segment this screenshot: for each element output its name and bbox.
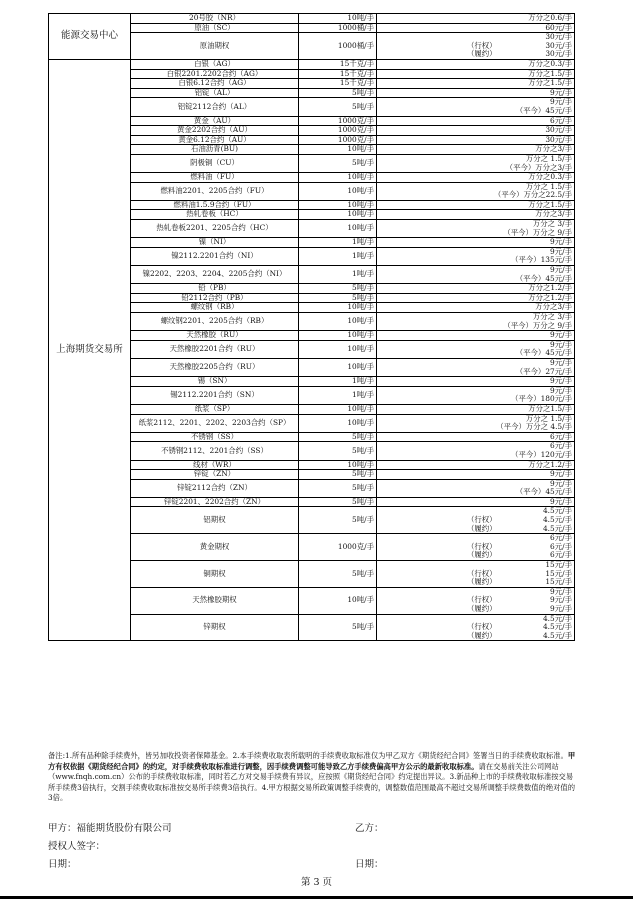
fee-line <box>379 349 572 358</box>
product-name: 天然橡胶期权 <box>131 587 299 614</box>
fee-line <box>379 60 572 69</box>
product-name: 镍（NI） <box>131 238 299 248</box>
contract-unit: 10吨/手 <box>299 210 377 220</box>
product-name: 燃料油2201、2205合约（FU） <box>131 182 299 200</box>
fee-line <box>379 405 572 414</box>
fee-line <box>379 191 572 200</box>
contract-unit: 10吨/手 <box>299 587 377 614</box>
contract-unit: 5吨/手 <box>299 470 377 480</box>
fee-value: 6元/手 <box>550 550 572 560</box>
fee-line <box>379 294 572 303</box>
product-name: 铅2112合约（PB） <box>131 293 299 303</box>
fee-line <box>379 395 572 404</box>
fee-value: 9元/手 <box>550 496 572 506</box>
product-name: 石油沥青(BU) <box>131 145 299 155</box>
fee-value: （平今）45元/手 <box>515 487 572 497</box>
fee-value: 30元/手 <box>545 125 572 135</box>
fee-value: 万分之0.3/手 <box>528 58 572 68</box>
product-name: 天然橡胶2201合约（RU） <box>131 340 299 358</box>
fee-type-label: （履约） <box>467 523 497 533</box>
fee-type-label: （行权） <box>467 568 497 578</box>
fee-type-label: （行权） <box>467 595 497 605</box>
fee-line <box>379 368 572 377</box>
fee-value: 万分之1.5/手 <box>528 78 572 88</box>
fee-value: 9元/手 <box>550 265 572 275</box>
fee-value: 万分之 1.5/手 <box>525 181 572 191</box>
fee-line <box>379 470 572 479</box>
authorized-signature: 授权人签字： <box>48 841 106 852</box>
fee-value: 9元/手 <box>550 246 572 256</box>
fee-type-label: （履约） <box>467 604 497 613</box>
fee-line <box>379 551 572 560</box>
fee-value: 6元/手 <box>550 431 572 441</box>
fee-value: （平今）万分之 4.5/手 <box>496 422 572 432</box>
fee-line <box>379 578 572 587</box>
contract-unit: 10吨/手 <box>299 200 377 210</box>
product-name: 黄金（AU） <box>131 116 299 126</box>
fee-type-label: （履约） <box>467 49 497 59</box>
contract-unit: 15千克/手 <box>299 59 377 69</box>
fee-cell <box>377 284 575 294</box>
contract-unit: 5吨/手 <box>299 88 377 98</box>
fee-cell <box>377 59 575 69</box>
fee-line <box>379 488 572 497</box>
fee-value: 60元/手 <box>545 22 572 32</box>
page-number: 第 3 页 <box>300 877 333 888</box>
product-name: 白银6.12合约（AG） <box>131 79 299 89</box>
fee-line <box>379 256 572 265</box>
fee-table <box>48 13 575 641</box>
fee-value: 4.5元/手 <box>542 613 572 623</box>
fee-type-label: （行权） <box>467 515 497 525</box>
contract-unit: 1吨/手 <box>299 238 377 248</box>
fee-cell <box>377 313 575 331</box>
fee-cell <box>377 470 575 480</box>
fee-value: 30元/手 <box>545 134 572 144</box>
fee-cell <box>377 220 575 238</box>
fee-value: 万分之3/手 <box>535 144 572 154</box>
product-name: 铅（PB） <box>131 284 299 294</box>
product-name: 铝期权 <box>131 507 299 534</box>
product-name: 螺纹钢（RB） <box>131 303 299 313</box>
fee-value: 9元/手 <box>550 469 572 479</box>
fee-line <box>379 605 572 614</box>
contract-unit: 5吨/手 <box>299 479 377 497</box>
fee-line <box>379 461 572 470</box>
party-a: 甲方：福能期货股份有限公司 <box>48 823 172 834</box>
fee-line <box>379 433 572 442</box>
fee-cell <box>377 386 575 404</box>
fee-value: 万分之 1.5/手 <box>525 153 572 163</box>
contract-unit: 10吨/手 <box>299 340 377 358</box>
product-name: 锌期权 <box>131 614 299 641</box>
contract-unit: 10吨/手 <box>299 414 377 432</box>
fee-line <box>379 107 572 116</box>
fee-line <box>379 79 572 88</box>
fee-value: 9元/手 <box>550 357 572 367</box>
contract-unit: 1000克/手 <box>299 135 377 145</box>
contract-unit: 10吨/手 <box>299 303 377 313</box>
fee-line <box>379 525 572 534</box>
table-row <box>49 14 575 24</box>
product-name: 天然橡胶（RU） <box>131 331 299 341</box>
product-name: 不锈钢（SS） <box>131 432 299 442</box>
fee-value: 6元/手 <box>550 533 572 543</box>
fee-line <box>379 238 572 247</box>
contract-unit: 1吨/手 <box>299 377 377 387</box>
product-name: 镍2202、2203、2204、2205合约（NI） <box>131 266 299 284</box>
fee-type-label: （行权） <box>467 622 497 632</box>
product-name: 镍2112.2201合约（NI） <box>131 247 299 265</box>
fee-value: 4.5元/手 <box>542 622 572 632</box>
product-name: 阴极铜（CU） <box>131 154 299 172</box>
product-name: 原油（SC） <box>131 23 299 33</box>
fee-cell <box>377 145 575 155</box>
contract-unit: 5吨/手 <box>299 497 377 507</box>
contract-unit: 1吨/手 <box>299 247 377 265</box>
product-name: 20号胶（NR） <box>131 14 299 24</box>
fee-line <box>379 24 572 33</box>
page-bottom-rule <box>0 896 633 899</box>
fee-value: （平今）45元/手 <box>515 105 572 115</box>
fee-value: 万分之0.6/手 <box>528 13 572 22</box>
contract-unit: 5吨/手 <box>299 284 377 294</box>
product-name: 铝锭（AL） <box>131 88 299 98</box>
contract-unit: 1000克/手 <box>299 126 377 136</box>
fee-line <box>379 173 572 182</box>
fee-line <box>379 377 572 386</box>
fee-cell <box>377 98 575 116</box>
fee-value: （平今）27元/手 <box>515 366 572 376</box>
product-name: 铝锭2112合约（AL） <box>131 98 299 116</box>
fee-cell <box>377 507 575 534</box>
fee-value: （平今）135元/手 <box>511 255 572 265</box>
fee-value: 15元/手 <box>545 560 572 570</box>
fee-cell <box>377 479 575 497</box>
fee-value: 30元/手 <box>545 40 572 50</box>
fee-value: 万分之1.2/手 <box>528 459 572 469</box>
fee-value: （平今）45元/手 <box>515 273 572 283</box>
product-name: 热轧卷板2201、2205合约（HC） <box>131 220 299 238</box>
party-b: 乙方： <box>355 823 384 834</box>
table-row <box>49 59 575 69</box>
contract-unit: 10吨/手 <box>299 404 377 414</box>
contract-unit: 5吨/手 <box>299 614 377 641</box>
contract-unit: 1000桶/手 <box>299 23 377 33</box>
fee-cell <box>377 238 575 248</box>
date-party-b: 日期： <box>355 859 384 870</box>
fee-line <box>379 322 572 331</box>
fee-cell <box>377 358 575 376</box>
contract-unit: 10吨/手 <box>299 313 377 331</box>
fee-value: 6元/手 <box>550 115 572 125</box>
fee-value: （平今）万分之22.5/手 <box>493 190 572 200</box>
fee-line <box>379 498 572 507</box>
fee-cell <box>377 14 575 24</box>
fee-cell <box>377 460 575 470</box>
fee-value: 15元/手 <box>545 568 572 578</box>
exchange-name: 上海期货交易所 <box>49 59 131 640</box>
fee-value: 9元/手 <box>550 97 572 107</box>
remarks-part1: 备注:1.所有品种除手续费外，皆另加收投资者保障基金。2.本手续费收取表所载明的手续费收取标准仅为甲乙双方《期货经纪合同》签署当日的手续费收取标准。 <box>48 751 568 760</box>
fee-value: 9元/手 <box>550 87 572 97</box>
product-name: 线材（WR） <box>131 460 299 470</box>
fee-cell <box>377 33 575 60</box>
fee-line <box>379 14 572 23</box>
contract-unit: 5吨/手 <box>299 432 377 442</box>
fee-line <box>379 164 572 173</box>
fee-cell <box>377 331 575 341</box>
fee-value: 9元/手 <box>550 339 572 349</box>
fee-line <box>379 423 572 432</box>
product-name: 燃料油（FU） <box>131 173 299 183</box>
fee-line <box>379 331 572 340</box>
product-name: 纸浆2112、2201、2202、2203合约（SP） <box>131 414 299 432</box>
fee-value: 4.5元/手 <box>542 506 572 516</box>
fee-value: 30元/手 <box>545 32 572 42</box>
product-name: 锌锭2201、2202合约（ZN） <box>131 497 299 507</box>
product-name: 锌锭（ZN） <box>131 470 299 480</box>
fee-line <box>379 70 572 79</box>
fee-value: 万分之 3/手 <box>532 219 572 229</box>
fee-cell <box>377 182 575 200</box>
product-name: 铜期权 <box>131 561 299 588</box>
fee-value: （平今）45元/手 <box>515 348 572 358</box>
fee-value: （平今）120元/手 <box>511 449 572 459</box>
fee-value: 万分之1.5/手 <box>528 68 572 78</box>
fee-value: 9元/手 <box>550 604 572 613</box>
fee-value: 9元/手 <box>550 330 572 340</box>
date-party-a: 日期： <box>48 859 77 870</box>
fee-line <box>379 89 572 98</box>
contract-unit: 5吨/手 <box>299 561 377 588</box>
fee-value: 万分之3/手 <box>535 209 572 219</box>
contract-unit: 5吨/手 <box>299 293 377 303</box>
contract-unit: 1000克/手 <box>299 116 377 126</box>
product-name: 锌锭2112合约（ZN） <box>131 479 299 497</box>
fee-value: 9元/手 <box>550 478 572 488</box>
fee-value: （平今）万分之 9/手 <box>503 320 572 330</box>
contract-unit: 1吨/手 <box>299 386 377 404</box>
fee-value: （平今）万分之 9/手 <box>503 227 572 237</box>
product-name: 纸浆（SP） <box>131 404 299 414</box>
fee-value: 9元/手 <box>550 376 572 386</box>
contract-unit: 10吨/手 <box>299 331 377 341</box>
fee-cell <box>377 247 575 265</box>
fee-line <box>379 117 572 126</box>
product-name: 锡（SN） <box>131 377 299 387</box>
fee-type-label: （行权） <box>467 40 497 50</box>
fee-value: 6元/手 <box>550 541 572 551</box>
remarks <box>48 751 576 804</box>
fee-type-label: （履约） <box>467 577 497 587</box>
product-name: 原油期权 <box>131 33 299 60</box>
fee-value: 万分之1.5/手 <box>528 199 572 209</box>
fee-value: 万分之 1.5/手 <box>525 413 572 423</box>
contract-unit: 10吨/手 <box>299 14 377 24</box>
contract-unit: 5吨/手 <box>299 442 377 460</box>
fee-cell <box>377 561 575 588</box>
fee-value: 9元/手 <box>550 237 572 247</box>
fee-value: 万分之3/手 <box>535 302 572 312</box>
fee-type-label: （履约） <box>467 550 497 560</box>
fee-line <box>379 145 572 154</box>
product-name: 燃料油1.5.9合约（FU） <box>131 200 299 210</box>
fee-cell <box>377 266 575 284</box>
exchange-name: 能源交易中心 <box>49 14 131 60</box>
product-name: 白银2201.2202合约（AG） <box>131 69 299 79</box>
fee-value: 4.5元/手 <box>542 515 572 525</box>
product-name: 螺纹钢2201、2205合约（RB） <box>131 313 299 331</box>
contract-unit: 10吨/手 <box>299 182 377 200</box>
fee-line <box>379 275 572 284</box>
contract-unit: 15千克/手 <box>299 79 377 89</box>
fee-value: 万分之1.2/手 <box>528 283 572 293</box>
remarks-bold: 甲方有权依据《期货经纪合同》的约定，对手续费收取标准进行调整，因手续费调整可能导致乙方手续费偏高甲方公示的最新收取标准。 <box>48 751 576 771</box>
contract-unit: 10吨/手 <box>299 145 377 155</box>
fee-value: 万分之1.5/手 <box>528 403 572 413</box>
fee-cell <box>377 404 575 414</box>
product-name: 锡2112.2201合约（SN） <box>131 386 299 404</box>
fee-value: 30元/手 <box>545 49 572 59</box>
fee-line <box>379 201 572 210</box>
fee-line <box>379 229 572 238</box>
fee-line <box>379 303 572 312</box>
fee-line <box>379 451 572 460</box>
fee-type-label: （履约） <box>467 630 497 640</box>
fee-value: 9元/手 <box>550 595 572 605</box>
fee-value: 万分之0.3/手 <box>528 172 572 182</box>
fee-line <box>379 632 572 641</box>
remarks-part2: 请在交易前关注公司网站（www.fnqh.com.cn）公布的手续费收取标准，同时若乙方对交易手续费有异议，应按照《期货经纪合同》约定提出异议。3.新品种上市的手续费收取标准按交易所手续费3倍执行，交割手续费收取标准按交易所手续费3倍执行。4.甲方根据交易所政策调整手续费的，调整数值范围最高不超过交易所调整手续费数值的绝对值的3倍。 <box>48 761 576 803</box>
product-name: 黄金6.12合约（AU） <box>131 135 299 145</box>
fee-cell <box>377 173 575 183</box>
contract-unit: 10吨/手 <box>299 460 377 470</box>
fee-cell <box>377 414 575 432</box>
fee-cell <box>377 126 575 136</box>
fee-type-label: （行权） <box>467 541 497 551</box>
fee-line <box>379 284 572 293</box>
fee-cell <box>377 154 575 172</box>
contract-unit: 1吨/手 <box>299 266 377 284</box>
fee-line <box>379 50 572 59</box>
contract-unit: 10吨/手 <box>299 358 377 376</box>
fee-value: （平今）万分之3/手 <box>505 162 572 172</box>
fee-line <box>379 136 572 145</box>
fee-value: 4.5元/手 <box>542 523 572 533</box>
fee-cell <box>377 614 575 641</box>
fee-cell <box>377 442 575 460</box>
fee-value: 万分之 3/手 <box>532 312 572 321</box>
fee-value: 4.5元/手 <box>542 630 572 640</box>
fee-value: 6元/手 <box>550 441 572 451</box>
product-name: 热轧卷板（HC） <box>131 210 299 220</box>
product-name: 不锈钢2112、2201合约（SS） <box>131 442 299 460</box>
product-name: 黄金期权 <box>131 534 299 561</box>
fee-line <box>379 126 572 135</box>
product-name: 白银（AG） <box>131 59 299 69</box>
fee-value: （平今）180元/手 <box>511 394 572 404</box>
contract-unit: 5吨/手 <box>299 98 377 116</box>
fee-value: 9元/手 <box>550 385 572 395</box>
fee-cell <box>377 340 575 358</box>
fee-cell <box>377 587 575 614</box>
contract-unit: 15千克/手 <box>299 69 377 79</box>
contract-unit: 10吨/手 <box>299 173 377 183</box>
fee-value: 15元/手 <box>545 577 572 587</box>
fee-cell <box>377 79 575 89</box>
fee-cell <box>377 377 575 387</box>
contract-unit: 1000克/手 <box>299 534 377 561</box>
contract-unit: 5吨/手 <box>299 154 377 172</box>
product-name: 黄金2202合约（AU） <box>131 126 299 136</box>
fee-value: 万分之1.2/手 <box>528 292 572 302</box>
fee-cell <box>377 432 575 442</box>
contract-unit: 1000桶/手 <box>299 33 377 60</box>
contract-unit: 10吨/手 <box>299 220 377 238</box>
fee-line <box>379 210 572 219</box>
fee-value: 9元/手 <box>550 586 572 596</box>
fee-cell <box>377 88 575 98</box>
product-name: 天然橡胶2205合约（RU） <box>131 358 299 376</box>
fee-cell <box>377 534 575 561</box>
contract-unit: 5吨/手 <box>299 507 377 534</box>
